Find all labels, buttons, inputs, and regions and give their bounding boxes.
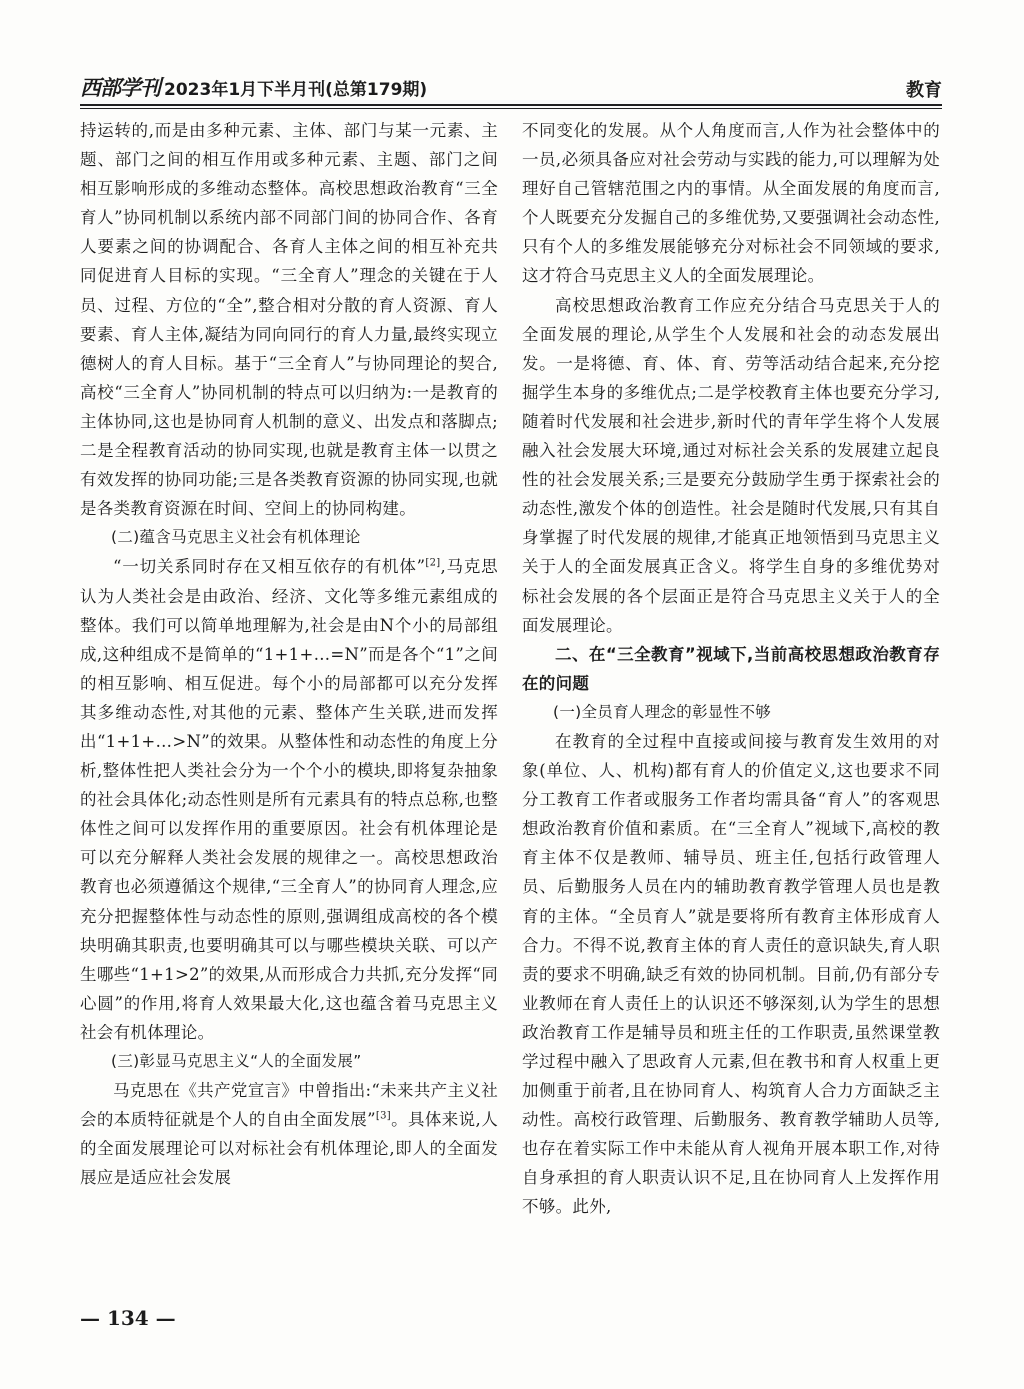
- journal-info: [80, 72, 427, 102]
- paragraph: 不同变化的发展。从个人角度而言,人作为社会整体中的一员,必须具备应对社会劳动与实践的能力,可以理解为处理好自己管辖范围之内的事情。从全面发展的角度而言,个人既要充分发掘自己的多维优势,又要强调社会动态性,只有个人的多维发展能够充分对标社会不同领域的要求,这才符合马克思主义人的全面发展理论。: [522, 121, 940, 286]
- quote-text: “一切关系同时存在又相互依存的有机体”: [113, 557, 426, 577]
- paragraph: 高校思想政治教育工作应充分结合马克思关于人的全面发展的理论,从学生个人发展和社会的动态发展出发。一是将德、育、体、育、劳等活动结合起来,充分挖掘学生本身的多维优点;二是学校教育主体也要充分学习,随着时代发展和社会进步,新时代的青年学生将个人发展融入社会发展大环境,通过对标社会关系的发展建立起良性的社会发展关系;三是要充分鼓励学生勇于探索社会的动态性,激发个体的创造性。社会是随时代发展,只有其自身掌握了时代发展的规律,才能真正地领悟到马克思主义关于人的全面发展真正含义。将学生自身的多维优势对标社会发展的各个层面正是符合马克思主义关于人的全面发展理论。: [522, 295, 940, 635]
- journal-issue: 2023年1月下半月刊(总第179期): [164, 80, 428, 100]
- citation-ref: [2]: [425, 557, 441, 569]
- paragraph-text: 。具体来说,人的全面发展理论可以对标社会有机体理论,即人的全面发展应是适应社会发展: [80, 1110, 498, 1188]
- section-heading: 二、在“三全教育”视域下,当前高校思想政治教育存在的问题: [522, 644, 940, 693]
- subsection-heading: (一)全员育人理念的彰显性不够: [553, 702, 772, 721]
- left-column: [80, 116, 498, 1308]
- header-rule: [80, 104, 942, 106]
- paragraph: [80, 1076, 498, 1192]
- citation-ref: [3]: [375, 1110, 391, 1122]
- subsection-heading: (三)彰显马克思主义“人的全面发展”: [111, 1052, 362, 1070]
- right-column: [522, 116, 940, 1308]
- section-name: 教育: [906, 80, 942, 101]
- journal-logo: 西部学刊: [80, 76, 160, 100]
- paragraph: 在教育的全过程中直接或间接与教育发生效用的对象(单位、人、机构)都有育人的价值定义,这也要求不同分工教育工作者或服务工作者均需具备“育人”的客观思想政治教育价值和素质。在“三全育人”视域下,高校的教育主体不仅是教师、辅导员、班主任,包括行政管理人员、后勤服务人员在内的辅助教育教学管理人员也是教育的主体。“全员育人”就是要将所有教育主体形成育人合力。不得不说,教育主体的育人责任的意识缺失,育人职责的要求不明确,缺乏有效的协同机制。目前,仍有部分专业教师在育人责任上的认识还不够深刻,认为学生的思想政治教育工作是辅导员和班主任的工作职责,虽然课堂教学过程中融入了思政育人元素,但在教书和育人权重上更加侧重于前者,且在协同育人、构筑育人合力方面缺乏主动性。高校行政管理、后勤服务、教育教学辅助人员等,也存在着实际工作中未能从育人视角开展本职工作,对待自身承担的育人职责认识不足,且在协同育人上发挥作用不够。此外,: [522, 731, 940, 1217]
- subsection-heading: (二)蕴含马克思主义社会有机体理论: [111, 528, 361, 547]
- page-header: [80, 70, 942, 102]
- paragraph: 持运转的,而是由多种元素、主体、部门与某一元素、主题、部门之间的相互作用或多种元素、主题、部门之间相互影响形成的多维动态整体。高校思想政治教育“三全育人”协同机制以系统内部不同部门间的协同合作、各育人要素之间的协调配合、各育人主体之间的相互补充共同促进育人目标的实现。“三全育人”理念的关键在于人员、过程、方位的“全”,整合相对分散的育人资源、育人要素、育人主体,凝结为同向同行的育人力量,最终实现立德树人的育人目标。基于“三全育人”与协同理论的契合,高校“三全育人”协同机制的特点可以归纳为:一是教育的主体协同,这也是协同育人机制的意义、出发点和落脚点;二是全程教育活动的协同实现,也就是教育主体一以贯之有效发挥的协同功能;三是各类教育资源的协同实现,也就是各类教育资源在时间、空间上的协同构建。: [80, 121, 498, 519]
- paragraph: [80, 552, 498, 1047]
- quote-text: 马克思在《共产党宣言》中曾指出:“未来共产主义社会的本质特征就是个人的自由全面发展”: [80, 1081, 498, 1130]
- page-number: — 134 —: [80, 1306, 176, 1330]
- header-rule-thin: [80, 108, 942, 109]
- paragraph-text: ,马克思认为人类社会是由政治、经济、文化等多维元素组成的整体。我们可以简单地理解为,社会是由N个小的局部组成,这种组成不是简单的“1+1+…=N”而是各个“1”之间的相互影响、相互促进。每个小的局部都可以充分发挥其多维动态性,对其他的元素、整体产生关联,进而发挥出“1+1+…>N”的效果。从整体性和动态性的角度上分析,整体性把人类社会分为一个个小的模块,即将复杂抽象的社会具体化;动态性则是所有元素具有的特点总称,也整体性之间可以发挥作用的重要原因。社会有机体理论是可以充分解释人类社会发展的规律之一。高校思想政治教育也必须遵循这个规律,“三全育人”的协同育人理念,应充分把握整体性与动态性的原则,强调组成高校的各个模块明确其职责,也要明确其可以与哪些模块关联、可以产生哪些“1+1>2”的效果,从而形成合力共抓,充分发挥“同心圆”的作用,将育人效果最大化,这也蕴含着马克思主义社会有机体理论。: [80, 557, 498, 1042]
